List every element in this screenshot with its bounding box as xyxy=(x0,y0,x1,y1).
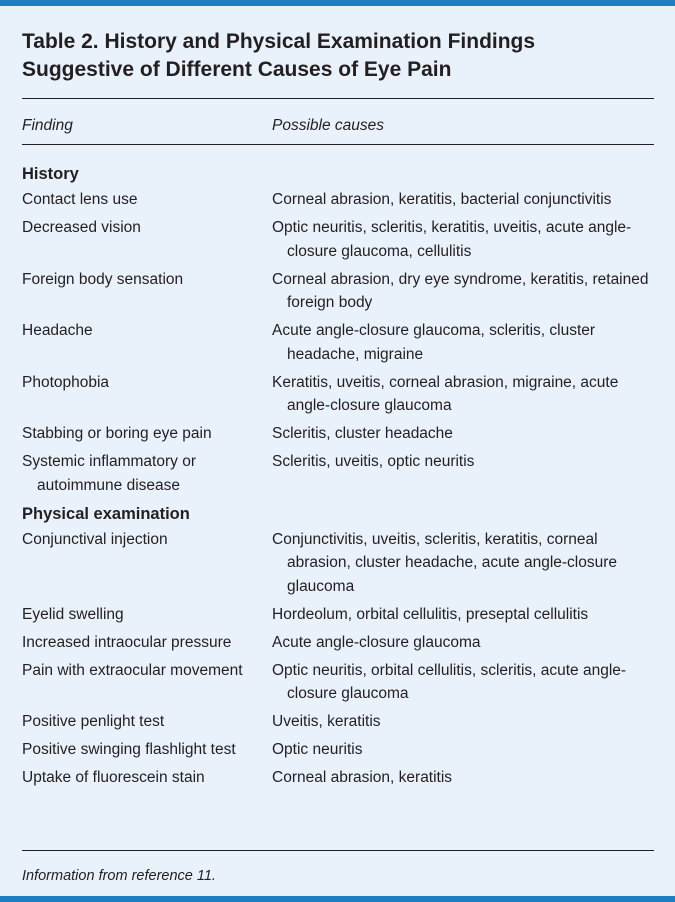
causes-cell: Scleritis, uveitis, optic neuritis xyxy=(272,453,475,470)
finding-cell: Headache xyxy=(22,322,93,339)
causes-cell: Optic neuritis, orbital cellulitis, scleritis, acute angle-closure glaucoma xyxy=(272,661,627,702)
section-heading: Physical examination xyxy=(22,504,190,523)
causes-cell: Optic neuritis, scleritis, keratitis, uveitis, acute angle-closure glaucoma, cellulitis xyxy=(272,219,632,260)
table-row xyxy=(22,659,654,706)
causes-cell: Acute angle-closure glaucoma xyxy=(272,633,481,651)
finding-cell: Decreased vision xyxy=(22,219,141,236)
causes-cell: Scleritis, cluster headache xyxy=(272,425,453,442)
header-divider xyxy=(22,144,654,145)
table-row xyxy=(22,371,654,418)
table-body xyxy=(22,162,654,794)
table-title-line-2: Suggestive of Different Causes of Eye Pain xyxy=(22,58,452,81)
section-heading: History xyxy=(22,165,79,183)
table-row xyxy=(22,738,654,762)
table-row xyxy=(22,268,654,315)
column-header-causes: Possible causes xyxy=(272,117,385,134)
finding-cell: Foreign body sensation xyxy=(22,270,184,288)
finding-cell: Uptake of fluorescein stain xyxy=(22,769,205,786)
table-row xyxy=(22,216,654,263)
causes-cell: Keratitis, uveitis, corneal abrasion, migraine, acute angle-closure glaucoma xyxy=(272,373,619,414)
finding-cell: Eyelid swelling xyxy=(22,605,124,623)
table-row xyxy=(22,188,654,212)
causes-cell: Corneal abrasion, keratitis xyxy=(272,769,453,786)
finding-cell: Positive penlight test xyxy=(22,713,165,730)
table-row xyxy=(22,450,654,497)
finding-cell: Pain with extraocular movement xyxy=(22,661,243,679)
causes-cell: Uveitis, keratitis xyxy=(272,713,381,730)
table-row xyxy=(22,528,654,599)
column-header-finding: Finding xyxy=(22,117,73,134)
footer-divider xyxy=(22,850,654,851)
table-row xyxy=(22,422,654,446)
table-row xyxy=(22,710,654,734)
causes-cell: Optic neuritis xyxy=(272,741,363,758)
table-row xyxy=(22,766,654,790)
causes-cell: Acute angle-closure glaucoma, scleritis, cluster headache, migraine xyxy=(272,322,596,363)
finding-cell: Stabbing or boring eye pain xyxy=(22,425,212,442)
causes-cell: Hordeolum, orbital cellulitis, preseptal cellulitis xyxy=(272,605,589,623)
table-row xyxy=(22,631,654,655)
table-row xyxy=(22,603,654,627)
causes-cell: Conjunctivitis, uveitis, scleritis, keratitis, corneal abrasion, cluster headache, acute angle-closure glaucoma xyxy=(272,530,618,595)
table-row xyxy=(22,319,654,366)
finding-cell: Contact lens use xyxy=(22,191,138,208)
finding-cell: Photophobia xyxy=(22,373,110,391)
finding-cell: Positive swinging flashlight test xyxy=(22,741,236,758)
finding-cell: Increased intraocular pressure xyxy=(22,633,232,651)
table-title xyxy=(22,28,654,84)
finding-cell: Conjunctival injection xyxy=(22,530,168,548)
causes-cell: Corneal abrasion, keratitis, bacterial conjunctivitis xyxy=(272,191,612,208)
footnote: Information from reference 11. xyxy=(22,868,216,884)
table-title-line-1: Table 2. History and Physical Examination Findings xyxy=(22,30,536,53)
finding-cell: Systemic inflammatory or autoimmune disease xyxy=(22,453,196,494)
title-divider xyxy=(22,98,654,99)
causes-cell: Corneal abrasion, dry eye syndrome, keratitis, retained foreign body xyxy=(272,270,649,311)
